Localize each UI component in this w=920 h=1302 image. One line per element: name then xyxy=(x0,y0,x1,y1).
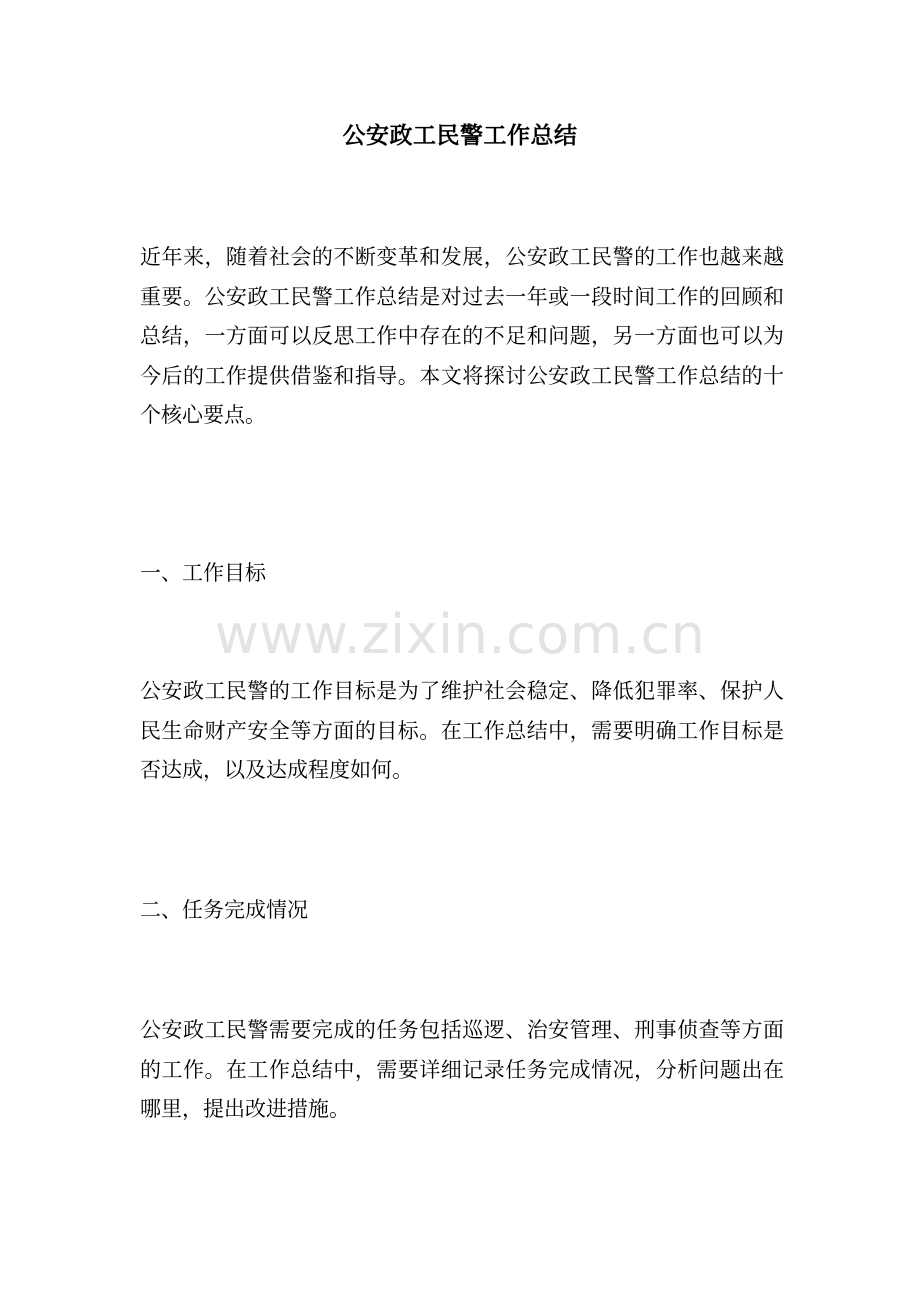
section-body-1: 公安政工民警的工作目标是为了维护社会稳定、降低犯罪率、保护人民生命财产安全等方面的目标。在工作总结中，需要明确工作目标是否达成，以及达成程度如何。 xyxy=(140,679,784,782)
section-heading-1: 一、工作目标 xyxy=(140,561,266,585)
intro-paragraph: 近年来，随着社会的不断变革和发展，公安政工民警的工作也越来越重要。公安政工民警工作总结是对过去一年或一段时间工作的回顾和总结，一方面可以反思工作中存在的不足和问题，另一方面也可以为今后的工作提供借鉴和指导。本文将探讨公安政工民警工作总结的十个核心要点。 xyxy=(140,245,784,427)
section-body-2: 公安政工民警需要完成的任务包括巡逻、治安管理、刑事侦查等方面的工作。在工作总结中，需要详细记录任务完成情况，分析问题出在哪里，提出改进措施。 xyxy=(140,1018,784,1121)
document-title: 公安政工民警工作总结 xyxy=(342,122,578,149)
section-heading-2: 二、任务完成情况 xyxy=(140,898,308,922)
watermark-text: www.zixin.com.cn xyxy=(214,603,706,666)
